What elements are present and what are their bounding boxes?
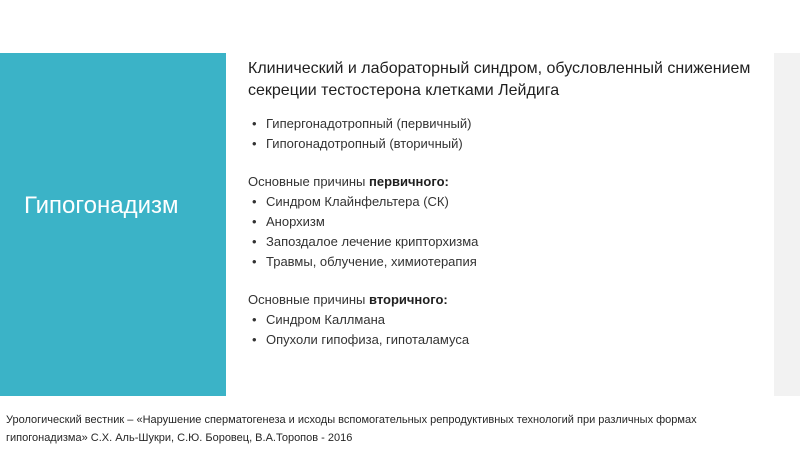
citation-footer: Урологический вестник – «Нарушение сперматогенеза и исходы вспомогательных репродуктивных технологий при различных формах гипогонадизма» С.Х. Аль-Шукри, С.Ю. Боровец, В.А.Торопов - 2016 [6,414,697,444]
type-item-secondary: • Гипогонадотропный (вторичный) [248,134,758,154]
list-item: • Опухоли гипофиза, гипоталамуса [248,330,758,350]
primary-causes-title-bold: первичного: [369,174,449,189]
secondary-causes-list [248,310,758,350]
list-item: • Синдром Каллмана [248,310,758,330]
content-area [248,58,758,350]
secondary-causes-title [248,290,758,310]
primary-causes-title-prefix: Основные причины [248,174,369,189]
primary-causes-title [248,172,758,192]
secondary-causes-title-bold: вторичного: [369,292,448,307]
definition-heading: Клинический и лабораторный синдром, обусловленный снижением секреции тестостерона клетками Лейдига [248,60,751,99]
type-item-primary: • Гипергонадотропный (первичный) [248,114,758,134]
title-panel [0,53,226,396]
primary-causes-list [248,192,758,272]
list-item: • Запоздалое лечение крипторхизма [248,232,758,252]
list-item: • Синдром Клайнфельтера (СК) [248,192,758,212]
top-bar [0,0,800,16]
right-edge-panel [774,53,800,396]
list-item: • Травмы, облучение, химиотерапия [248,252,758,272]
slide-title: Гипогонадизм [24,192,179,219]
hypogonadism-types-list [248,114,758,154]
secondary-causes-title-prefix: Основные причины [248,292,369,307]
list-item: • Анорхизм [248,212,758,232]
